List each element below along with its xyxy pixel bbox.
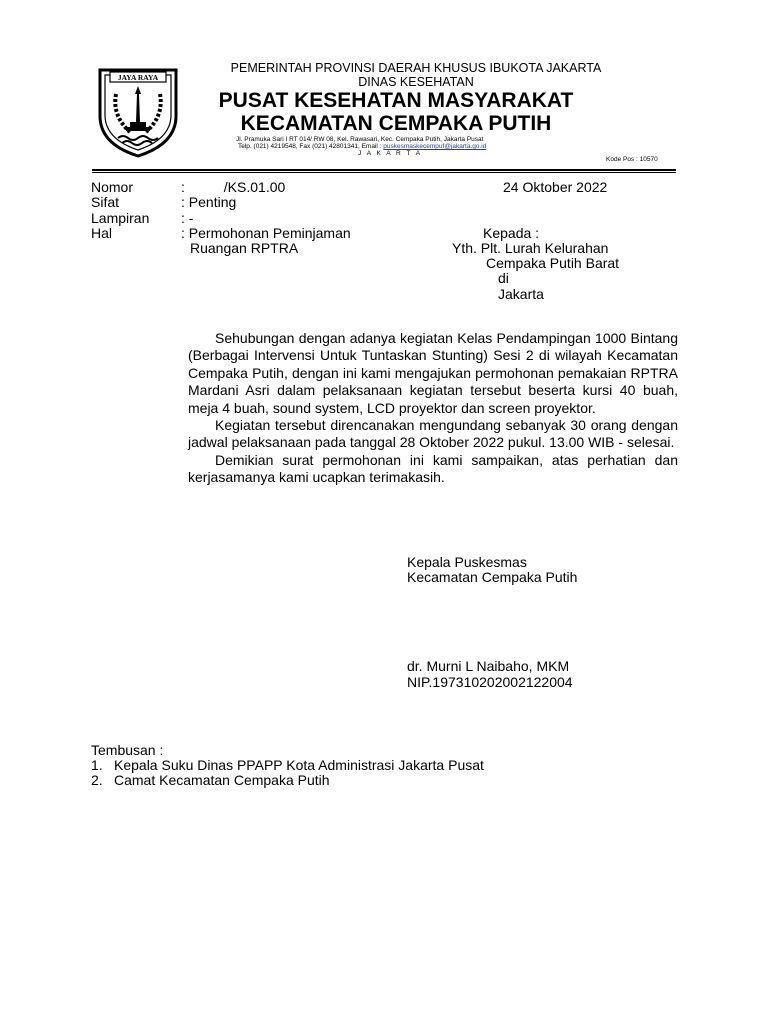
signature-position-1: Kepala Puskesmas	[407, 554, 527, 570]
svg-text:JAYA RAYA: JAYA RAYA	[117, 73, 159, 82]
letter-date: 24 Oktober 2022	[503, 179, 608, 195]
body-paragraph-3: Demikian surat permohonan ini kami sampaikan, atas perhatian dan kerjasamanya kami ucapkan terimakasih.	[188, 451, 678, 486]
jakarta-emblem-logo	[96, 64, 180, 158]
recipient-line3: di	[498, 270, 509, 286]
recipient-line1: Yth. Plt. Lurah Kelurahan	[452, 240, 609, 256]
recipient-line2: Cempaka Putih Barat	[486, 255, 620, 271]
institution-subtitle: KECAMATAN CEMPAKA PUTIH	[240, 112, 552, 135]
nomor-label: Nomor	[91, 179, 134, 195]
sifat-value: : Penting	[181, 194, 237, 210]
sifat-label: Sifat	[91, 194, 120, 210]
postal-code: Kode Pos : 10570	[606, 156, 658, 163]
body-paragraph-2: Kegiatan tersebut direncanakan mengundang sebanyak 30 orang dengan jadwal pelaksanaan pada tanggal 28 Oktober 2022 pukul. 13.00 WIB - selesai.	[188, 417, 678, 451]
signatory-name: dr. Murni L Naibaho, MKM	[407, 658, 570, 674]
contact-line	[238, 143, 486, 150]
cc-item-2-text: Camat Kecamatan Cempaka Putih	[114, 772, 330, 788]
city-line: J A K A R T A	[358, 150, 423, 157]
lampiran-value: : -	[181, 210, 194, 226]
cc-item-2-number: 2.	[91, 772, 103, 788]
nomor-value: : /KS.01.00	[181, 179, 286, 195]
address-line: Jl. Pramuka Sari I RT 014/ RW 08, Kel. Rawasari, Kec. Cempaka Putih, Jakarta Pusat	[236, 136, 484, 143]
kepada-label: Kepada :	[483, 225, 540, 241]
hal-value-line1: : Permohonan Peminjaman	[181, 225, 351, 241]
header-rule-thin	[92, 172, 676, 173]
body-paragraph-1: Sehubungan dengan adanya kegiatan Kelas Pendampingan 1000 Bintang (Berbagai Intervensi Untuk Tuntaskan Stunting) Sesi 2 di wilayah Kecamatan Cempaka Putih, dengan ini kami mengajukan permohonan pemakaian RPTRA Mardani Asri dalam pelaksanaan kegiatan tersebut beserta kursi 40 buah, meja 4 buah, sound system, LCD proyektor dan screen proyektor.	[188, 330, 678, 416]
signatory-nip: NIP.197310202002122004	[407, 674, 573, 690]
cc-label: Tembusan :	[91, 742, 164, 758]
header-rule-thick	[92, 169, 676, 171]
department-line: DINAS KESEHATAN	[358, 75, 474, 89]
hal-value-line2: Ruangan RPTRA	[190, 240, 299, 256]
recipient-line4: Jakarta	[498, 286, 544, 302]
signature-position-2: Kecamatan Cempaka Putih	[407, 569, 578, 585]
email-link[interactable]: puskesmaskecempuf@jakarta.go.id	[383, 143, 487, 150]
lampiran-label: Lampiran	[91, 210, 150, 226]
cc-item-1-number: 1.	[91, 757, 103, 773]
hal-label: Hal	[91, 225, 113, 241]
letter-body	[188, 330, 678, 487]
contact-text: Telp. (021) 4219548, Fax (021) 42801341, Email :	[238, 143, 384, 150]
cc-item-1-text: Kepala Suku Dinas PPAPP Kota Administrasi Jakarta Pusat	[114, 757, 484, 773]
government-line: PEMERINTAH PROVINSI DAERAH KHUSUS IBUKOTA JAKARTA	[230, 61, 602, 75]
institution-title: PUSAT KESEHATAN MASYARAKAT	[218, 89, 574, 112]
